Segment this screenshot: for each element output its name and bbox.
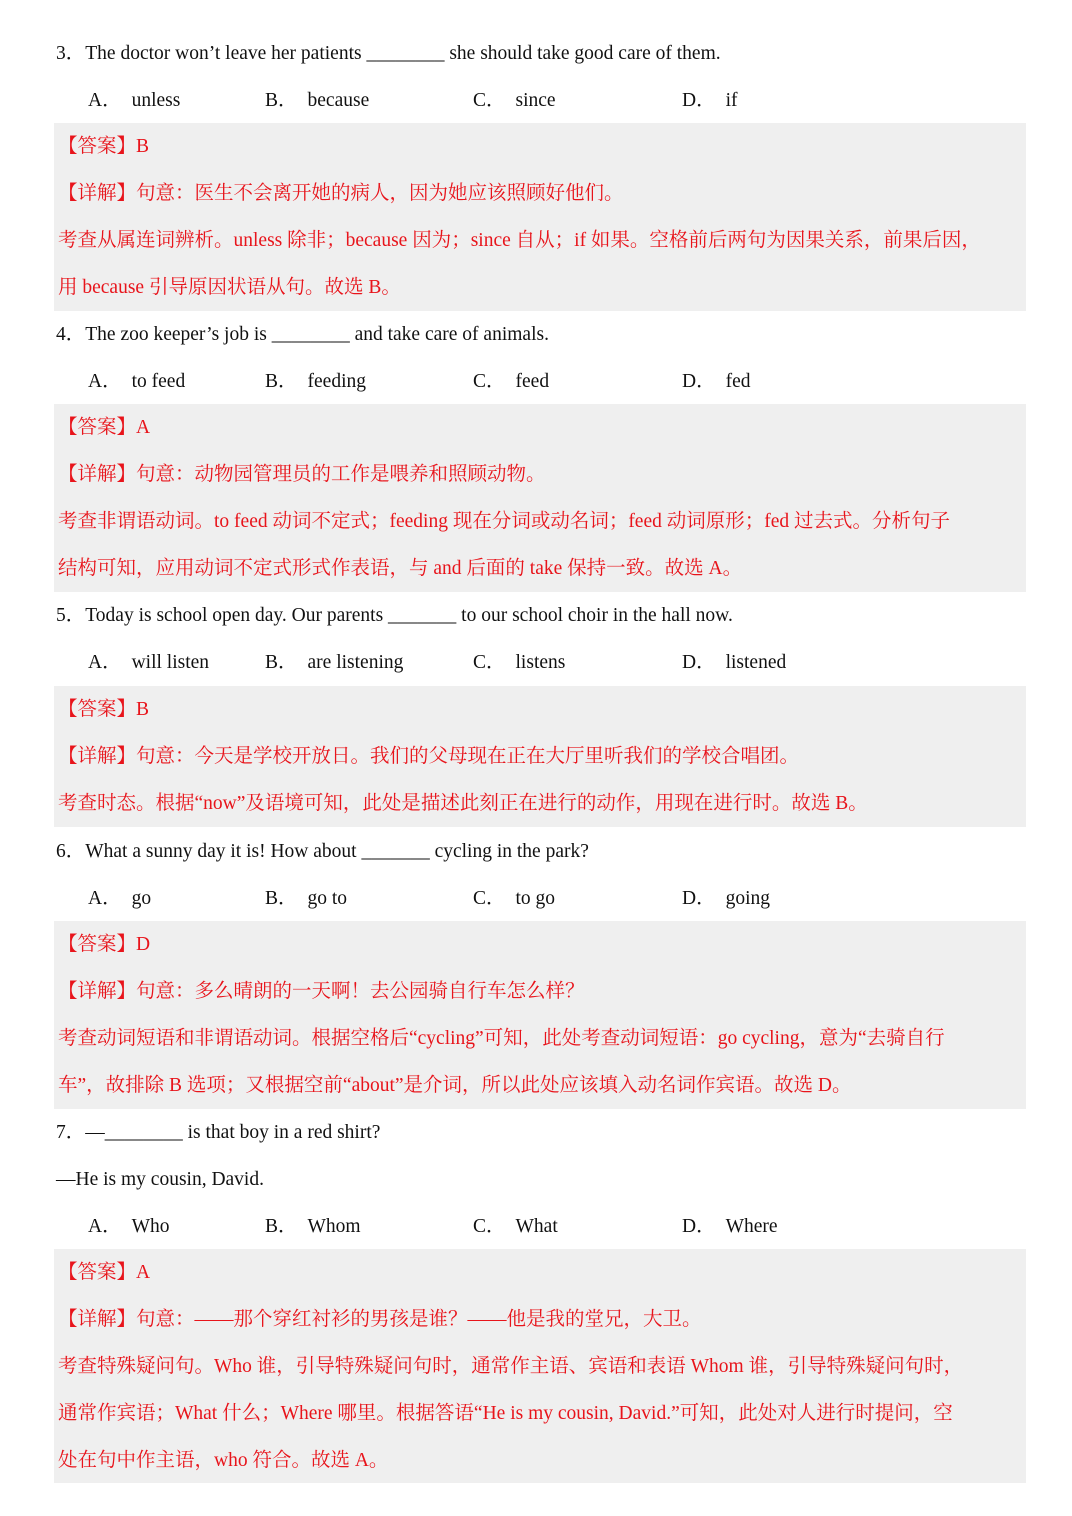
detail-line: 【详解】句意：动物园管理员的工作是喂养和照顾动物。	[58, 464, 546, 485]
answer-line: 【答案】B	[58, 699, 150, 720]
option-text: will listen	[131, 652, 210, 673]
option-letter: C．	[473, 888, 506, 909]
option-letter: B．	[265, 888, 298, 909]
option-b	[265, 87, 369, 115]
option-b	[265, 1213, 361, 1241]
option-letter: D．	[682, 652, 716, 673]
option-letter: A．	[88, 652, 122, 673]
option-a	[88, 1213, 170, 1241]
option-text: if	[725, 90, 738, 111]
detail-line: 【详解】句意：——那个穿红衬衫的男孩是谁？——他是我的堂兄，大卫。	[58, 1309, 702, 1330]
option-text: because	[307, 90, 370, 111]
option-text: unless	[131, 90, 181, 111]
detail-line: 【详解】句意：今天是学校开放日。我们的父母现在正在大厅里听我们的学校合唱团。	[58, 746, 800, 767]
option-text: Whom	[307, 1216, 361, 1237]
question-stem: 7．—________ is that boy in a red shirt?	[56, 1122, 381, 1143]
option-a	[88, 368, 185, 396]
option-a	[88, 649, 209, 677]
option-text: are listening	[307, 652, 404, 673]
option-b	[265, 368, 366, 396]
option-text: feeding	[307, 371, 366, 392]
analysis-line: 考查非谓语动词。to feed 动词不定式；feeding 现在分词或动名词；feed 动词原形；fed 过去式。分析句子	[58, 511, 951, 532]
option-c	[473, 649, 565, 677]
answer-line: 【答案】D	[58, 934, 151, 955]
answer-box	[54, 1249, 1026, 1483]
detail-line: 【详解】句意：医生不会离开她的病人，因为她应该照顾好他们。	[58, 183, 624, 204]
option-text: go	[131, 888, 152, 909]
option-c	[473, 885, 555, 913]
question-stem: 5．Today is school open day. Our parents _______ to our school choir in the hall now.	[56, 605, 733, 626]
option-letter: A．	[88, 90, 122, 111]
options-row	[88, 649, 988, 677]
option-d	[682, 1213, 778, 1241]
option-c	[473, 1213, 558, 1241]
answer-line: 【答案】A	[58, 1262, 151, 1283]
analysis-line: 考查时态。根据“now”及语境可知，此处是描述此刻正在进行的动作，用现在进行时。故选 B。	[58, 793, 868, 814]
option-letter: B．	[265, 652, 298, 673]
answer-box	[54, 404, 1026, 592]
answer-box	[54, 123, 1026, 311]
option-text: feed	[515, 371, 550, 392]
analysis-line: 处在句中作主语，who 符合。故选 A。	[58, 1450, 389, 1471]
detail-line: 【详解】句意：多么晴朗的一天啊！去公园骑自行车怎么样？	[58, 981, 585, 1002]
option-letter: C．	[473, 652, 506, 673]
option-d	[682, 87, 738, 115]
question-reply: —He is my cousin, David.	[56, 1169, 264, 1190]
options-row	[88, 368, 988, 396]
analysis-line: 车”，故排除 B 选项；又根据空前“about”是介词，所以此处应该填入动名词作宾语。故选 D。	[58, 1075, 852, 1096]
option-letter: B．	[265, 371, 298, 392]
analysis-line: 考查从属连词辨析。unless 除非；because 因为；since 自从；if 如果。空格前后两句为因果关系，前果后因，	[58, 230, 981, 251]
question-stem: 6．What a sunny day it is! How about _______ cycling in the park?	[56, 841, 589, 862]
option-letter: B．	[265, 90, 298, 111]
option-c	[473, 368, 549, 396]
answer-box	[54, 921, 1026, 1109]
option-b	[265, 885, 347, 913]
option-letter: C．	[473, 371, 506, 392]
option-text: to go	[515, 888, 556, 909]
option-text: fed	[725, 371, 751, 392]
option-letter: A．	[88, 888, 122, 909]
option-letter: A．	[88, 371, 122, 392]
answer-box	[54, 686, 1026, 827]
option-text: go to	[307, 888, 348, 909]
option-c	[473, 87, 556, 115]
option-text: What	[515, 1216, 558, 1237]
option-letter: D．	[682, 90, 716, 111]
analysis-line: 用 because 引导原因状语从句。故选 B。	[58, 277, 401, 298]
options-row	[88, 1213, 988, 1241]
option-letter: B．	[265, 1216, 298, 1237]
option-letter: D．	[682, 888, 716, 909]
option-text: Who	[131, 1216, 170, 1237]
option-text: listened	[725, 652, 787, 673]
option-letter: C．	[473, 1216, 506, 1237]
option-letter: D．	[682, 371, 716, 392]
option-letter: C．	[473, 90, 506, 111]
options-row	[88, 87, 988, 115]
question-stem: 4．The zoo keeper’s job is ________ and take care of animals.	[56, 324, 549, 345]
option-a	[88, 885, 151, 913]
option-d	[682, 885, 770, 913]
option-text: listens	[515, 652, 566, 673]
option-letter: D．	[682, 1216, 716, 1237]
question-stem: 3．The doctor won’t leave her patients ________ she should take good care of them.	[56, 43, 721, 64]
option-text: Where	[725, 1216, 778, 1237]
option-b	[265, 649, 403, 677]
answer-line: 【答案】A	[58, 417, 151, 438]
analysis-line: 考查动词短语和非谓语动词。根据空格后“cycling”可知，此处考查动词短语：go cycling，意为“去骑自行	[58, 1028, 945, 1049]
option-text: going	[725, 888, 771, 909]
answer-line: 【答案】B	[58, 136, 150, 157]
option-text: since	[515, 90, 556, 111]
option-text: to feed	[131, 371, 186, 392]
analysis-line: 结构可知，应用动词不定式形式作表语，与 and 后面的 take 保持一致。故选 A。	[58, 558, 743, 579]
analysis-line: 考查特殊疑问句。Who 谁，引导特殊疑问句时，通常作主语、宾语和表语 Whom 谁，引导特殊疑问句时，	[58, 1356, 964, 1377]
option-d	[682, 368, 751, 396]
option-d	[682, 649, 786, 677]
option-a	[88, 87, 180, 115]
option-letter: A．	[88, 1216, 122, 1237]
options-row	[88, 885, 988, 913]
analysis-line: 通常作宾语；What 什么；Where 哪里。根据答语“He is my cousin, David.”可知，此处对人进行时提问，空	[58, 1403, 953, 1424]
